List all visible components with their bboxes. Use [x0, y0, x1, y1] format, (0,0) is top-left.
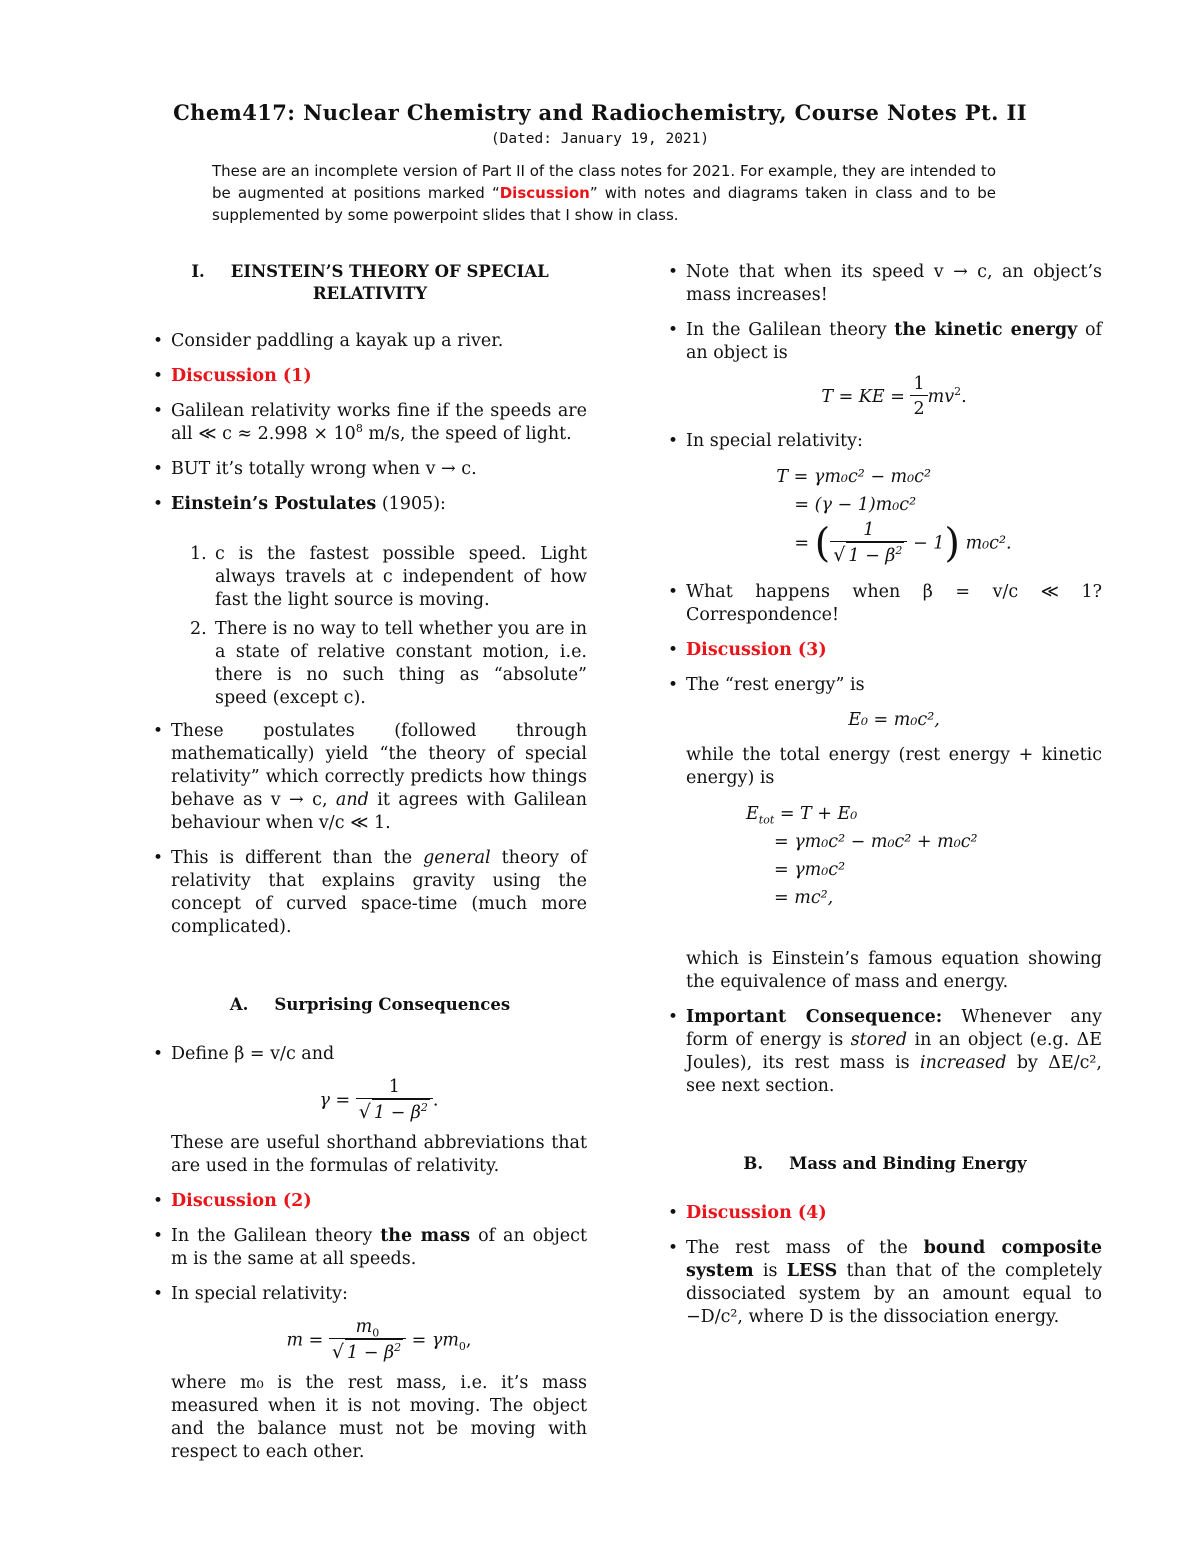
list-item: • BUT it’s totally wrong when v → c.: [153, 458, 587, 481]
subsectionA-list: [153, 1043, 587, 1464]
mass-equation: m = $\frac{m_0}{√ 1 - \beta^2}$ = $\gamma m_0$,: [171, 1316, 587, 1366]
list-item: • Consider paddling a kayak up a river.: [153, 330, 587, 353]
date-line: (Dated: January 19, 2021): [490, 131, 710, 147]
postulate-item: 2. There is no way to tell whether you are in a state of relative constant motion, i.e. there is no such thing as “absolute” speed (except c).: [190, 619, 587, 708]
postulate-item: 1. c is the fastest possible speed. Light always travels at c independent of how fast the light source is moving.: [190, 544, 587, 610]
kinetic-energy-equation: T = KE = $\frac{1}{2}$ $mv^2$.: [821, 374, 967, 419]
list-item: [668, 639, 1102, 662]
rest-energy-equation: E₀ = m₀c²,: [848, 710, 940, 730]
subsectionB-list: [668, 1202, 1102, 1329]
list-item: • In the Galilean theory the mass of an object m is the same at all speeds.: [153, 1225, 587, 1271]
paper-title: Chem417: Nuclear Chemistry and Radiochemistry, Course Notes Pt. II: [173, 100, 1027, 125]
abstract: These are an incomplete version of Part II of the class notes for 2021. For example, they are intended to be augmented at positions marked “Discussion” with notes and diagrams taken in class and to be supplemented by some powerpoint slides that I show in class.: [212, 162, 996, 224]
list-item: • In special relativity: T = γm₀c² − m₀c² = (γ − 1)m₀c² = ( $\frac{1}{√ 1 - \beta^2}$ − 1) m₀c².: [668, 430, 1102, 569]
postulates-list: [171, 543, 587, 710]
left-column: [153, 261, 587, 1464]
list-item: • The “rest energy” is E₀ = m₀c², while the total energy (rest energy + kinetic energy) is $E_{tot} = T + E_0$ = γm₀c² − m₀c² + m₀c² = γm₀c² = mc², which is Einstein’s famous equation showing the equivalence of mass and energy.: [668, 674, 1102, 994]
list-item: [668, 1202, 1102, 1225]
list-item: • Note that when its speed v → c, an object’s mass increases!: [668, 261, 1102, 307]
section1-list: [153, 330, 587, 939]
discussion-keyword: Discussion: [499, 184, 590, 202]
famous-note: which is Einstein’s famous equation showing the equivalence of mass and energy.: [686, 949, 1102, 992]
list-item: • Galilean relativity works fine if the speeds are all ≪ $c \approx 2.998 \times 10^8$ m/s, the speed of light.: [153, 400, 587, 446]
discussion-marker: Discussion (1): [171, 366, 312, 386]
total-energy-note: while the total energy (rest energy + kinetic energy) is: [686, 745, 1102, 788]
list-item: • In the Galilean theory the kinetic energy of an object is T = KE = $\frac{1}{2}$ $mv^2$.: [668, 319, 1102, 422]
special-ke-equations: T = γm₀c² − m₀c² = (γ − 1)m₀c² = ( $\frac{1}{√ 1 - \beta^2}$ − 1) m₀c².: [776, 463, 1011, 569]
right-column: [668, 261, 1102, 1329]
discussion-marker: Discussion (2): [171, 1191, 312, 1211]
list-item: • What happens when β = v/c ≪ 1? Correspondence!: [668, 581, 1102, 627]
right-list: [668, 261, 1102, 1098]
discussion-marker: Discussion (3): [686, 640, 827, 660]
list-item: • Define β = v/c and γ = $\frac{1}{√ 1 - \beta^2}$ . These are useful shorthand abbreviations that are used in the formulas of relativity.: [153, 1043, 587, 1178]
list-item: • Einstein’s Postulates (1905): 1. c is the fastest possible speed. Light always travels at c independent of how fast the light source is moving. 2. There is no way to tell whether you are in a state of relative constant motion, i.e. there is no such thing as “absolute” speed (except c).: [153, 493, 587, 710]
list-item: • In special relativity: m = $\frac{m_0}{√ 1 - \beta^2}$ = $\gamma m_0$, where m₀ is the rest mass, i.e. it’s mass measured when it is not moving. The object and the balance must not be moving with respect to each other.: [153, 1283, 587, 1464]
discussion-marker: Discussion (4): [686, 1203, 827, 1223]
list-item: [153, 365, 587, 388]
subsection-heading: B. Mass and Binding Energy: [743, 1154, 1027, 1173]
section-heading: I. EINSTEIN’S THEORY OF SPECIAL RELATIVITY: [191, 262, 549, 303]
rest-mass-note: where m₀ is the rest mass, i.e. it’s mass measured when it is not moving. The object and the balance must not be moving with respect to each other.: [171, 1373, 587, 1462]
list-item: • These postulates (followed through mathematically) yield “the theory of special relativity” which correctly predicts how things behave as v → c, and it agrees with Galilean behaviour when v/c ≪ 1.: [153, 720, 587, 835]
list-item: [153, 1190, 587, 1213]
shorthand-note: These are useful shorthand abbreviations that are used in the formulas of relativity.: [171, 1133, 587, 1176]
subsection-heading: A. Surprising Consequences: [229, 995, 511, 1014]
list-item: • Important Consequence: Whenever any form of energy is stored in an object (e.g. ΔE Joules), its rest mass is increased by ΔE/c², see next section.: [668, 1006, 1102, 1098]
list-item: • This is different than the general theory of relativity that explains gravity using the concept of curved space-time (much more complicated).: [153, 847, 587, 939]
gamma-equation: γ = $\frac{1}{√ 1 - \beta^2}$ .: [171, 1076, 587, 1126]
total-energy-equations: $E_{tot} = T + E_0$ = γm₀c² − m₀c² + m₀c² = γm₀c² = mc²,: [746, 803, 978, 908]
list-item: • The rest mass of the bound composite system is LESS than that of the completely dissociated system by an amount equal to −D/c², where D is the dissociation energy.: [668, 1237, 1102, 1329]
